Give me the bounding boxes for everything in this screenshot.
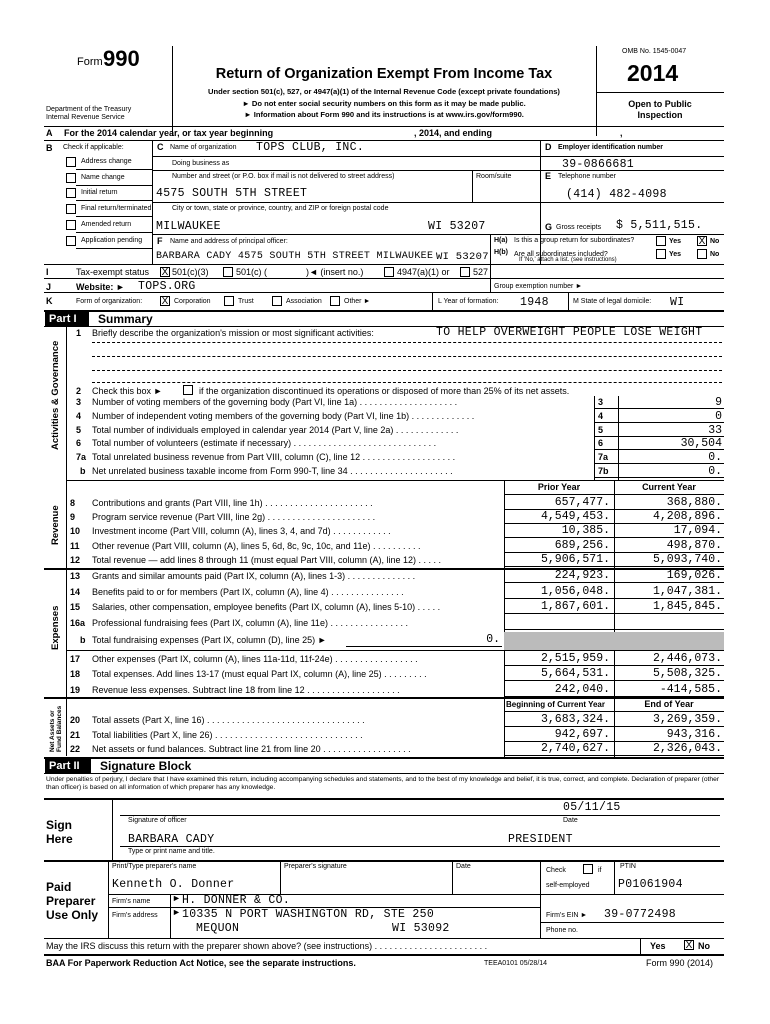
line-value: 0: [715, 409, 722, 423]
current-year-value: 1,845,845.: [652, 600, 722, 614]
prior-year-value: 3,683,324.: [540, 713, 610, 726]
line-number: 14: [70, 586, 81, 597]
side-net-assets: Net Assets or Fund Balances: [49, 705, 63, 752]
org-form-option: Other ►: [344, 298, 371, 305]
line-description: Contributions and grants (Part VIII, line 1h) . . . . . . . . . . . . . . . . . . . . . .: [92, 498, 373, 508]
applicable-checkbox[interactable]: [66, 236, 76, 246]
preparer-print-label: Print/Type preparer's name: [112, 863, 197, 870]
row-a-mid: , 2014, and ending: [414, 128, 493, 138]
org-form-option: Trust: [238, 298, 254, 305]
line2-number: 2: [76, 386, 82, 396]
line-number: 20: [70, 715, 81, 725]
paid-label: Paid: [46, 880, 72, 894]
line-description: Total number of volunteers (estimate if necessary) . . . . . . . . . . . . . . . . . . . . . . . . . . . . .: [92, 438, 437, 449]
applicable-label: Final return/terminated: [81, 205, 152, 213]
prior-year-value: 242,040.: [554, 682, 610, 696]
prior-year-value: 1,056,048.: [540, 584, 610, 598]
street-label: Number and street (or P.O. box if mail is not delivered to street address): [172, 173, 395, 180]
side-expenses: Expenses: [50, 605, 61, 650]
status-insert-no: )◄ (insert no.): [306, 267, 364, 277]
line2-checkbox[interactable]: [183, 385, 193, 395]
org-ein: 39-0866681: [562, 158, 635, 171]
line-description: Total expenses. Add lines 13-17 (must equal Part IX, column (A), line 25) . . . . . . . . .: [92, 669, 427, 680]
line-number: 7a: [76, 452, 87, 463]
line-number: 15: [70, 602, 81, 613]
line1-number: 1: [76, 328, 82, 338]
line-box-number: 7a: [598, 452, 609, 463]
officer-name: BARBARA CADY: [128, 833, 215, 846]
col-prior-year: Prior Year: [537, 482, 581, 492]
firm-city: MEQUON: [196, 922, 240, 935]
current-year-value: 943,316.: [666, 727, 722, 741]
year-formation-label: L Year of formation:: [438, 298, 499, 305]
firm-address: 10335 N PORT WASHINGTON RD, STE 250: [182, 908, 435, 921]
row-a-letter: A: [46, 128, 53, 138]
line-description: Salaries, other compensation, employee benefits (Part IX, column (A), lines 5-10) . . . . .: [92, 602, 441, 613]
org-form-checkbox[interactable]: [330, 296, 340, 306]
firm-name: H. DONNER & CO.: [182, 894, 291, 907]
self-employed-label: self-employed: [546, 882, 590, 889]
dba-label: Doing business as: [172, 160, 230, 167]
line-box-number: 5: [598, 424, 604, 435]
row-c-letter: C: [157, 142, 164, 152]
perjury-statement: Under penalties of perjury, I declare that I have examined this return, including accompanying schedules and statements, and to the best of my knowledge and belief, it is true, correct, and complete. Declaration of preparer (other than officer) is based on all information of which preparer has any knowledge.: [46, 776, 720, 791]
org-city: MILWAUKEE: [156, 220, 221, 233]
row-a-end: ,: [620, 128, 623, 138]
org-form-checkbox[interactable]: [272, 296, 282, 306]
line-number: 13: [70, 571, 81, 581]
state-domicile: WI: [670, 296, 685, 309]
prior-year-value: 942,697.: [554, 727, 610, 741]
officer-address: BARBARA CADY 4575 SOUTH 5TH STREET MILWAUKEE: [156, 251, 434, 262]
org-state-zip: WI 53207: [428, 220, 486, 233]
current-year-value: 3,269,359.: [652, 713, 722, 726]
officer-label: Name and address of principal officer:: [170, 238, 288, 245]
status-527: 527: [473, 267, 489, 277]
current-year-value: -414,585.: [659, 682, 722, 696]
gross-receipts-label: Gross receipts: [556, 224, 602, 231]
applicable-label: Name change: [81, 173, 125, 181]
line-number: 18: [70, 669, 81, 680]
line-number: 8: [70, 498, 76, 508]
prior-year-value: 5,906,571.: [540, 552, 610, 566]
line-description: Grants and similar amounts paid (Part IX, column (A), lines 1-3) . . . . . . . . . . . . . .: [92, 571, 416, 581]
row-b-letter: B: [46, 143, 53, 153]
line-number: 11: [70, 540, 80, 551]
part1-tag: Part I: [45, 312, 89, 326]
line-description: Net unrelated business taxable income from Form 990-T, line 34 . . . . . . . . . . . . . . . . . . . . .: [92, 466, 453, 476]
firm-address-label: Firm's address: [112, 912, 158, 919]
line-description: Number of independent voting members of the governing body (Part VI, line 1b) . . . . . . . . . . . . .: [92, 410, 475, 421]
group-exemption-label: Group exemption number ►: [494, 283, 583, 290]
line1-text: Briefly describe the organization's mission or most significant activities:: [92, 328, 374, 338]
prior-year-value: 689,256.: [554, 538, 610, 552]
prior-year-value: 10,385.: [561, 524, 610, 538]
side-activities: Activities & Governance: [50, 340, 61, 450]
applicable-label: Application pending: [81, 236, 143, 244]
line-number: b: [80, 466, 86, 476]
row-b-label: Check if applicable:: [63, 144, 124, 151]
prior-year-value: 1,867,601.: [540, 600, 610, 614]
status-501c-box[interactable]: [223, 267, 233, 277]
hb-label: H(b): [494, 249, 508, 256]
line-number: 6: [76, 438, 82, 449]
hb-text: Are all subordinates included?: [514, 251, 608, 258]
preparer-ptin: P01061904: [618, 878, 683, 891]
state-domicile-label: M State of legal domicile:: [573, 298, 652, 305]
row-j-letter: J: [46, 282, 52, 292]
preparer-label: Preparer: [46, 894, 96, 908]
applicable-checkbox[interactable]: [66, 188, 76, 198]
tax-year: 2014: [627, 60, 679, 86]
current-year-value: 2,446,073.: [652, 652, 722, 665]
line-number: 21: [70, 729, 81, 740]
firm-ein-label: Firm's EIN ►: [546, 912, 588, 919]
line-number: 12: [70, 554, 81, 565]
sign-date: 05/11/15: [563, 801, 621, 814]
org-form-option: Corporation: [174, 298, 211, 305]
current-year-value: 498,870.: [666, 538, 722, 552]
ha-no-label: No: [710, 238, 720, 245]
line-description: Total number of individuals employed in calendar year 2014 (Part V, line 2a) . . . . . . . . . . . . .: [92, 424, 459, 435]
line-number: 19: [70, 684, 81, 695]
line16b-text: Total fundraising expenses (Part IX, column (D), line 25) ►: [92, 635, 327, 645]
form-footer: Form 990 (2014): [646, 958, 714, 968]
officer-title: PRESIDENT: [508, 833, 573, 846]
room-suite-label: Room/suite: [476, 173, 512, 180]
line-number: 10: [70, 526, 81, 537]
discuss-yes: Yes: [650, 941, 666, 951]
line-number: 16a: [70, 617, 86, 628]
open-public: Open to Public: [628, 99, 692, 109]
status-4947-box[interactable]: [384, 267, 394, 277]
hb-yes-label: Yes: [669, 251, 682, 258]
status-4947: 4947(a)(1) or: [397, 267, 450, 277]
applicable-checkbox[interactable]: [66, 220, 76, 230]
line16b-number: b: [80, 635, 86, 645]
line-number: 5: [76, 424, 82, 435]
org-form-option: Association: [286, 298, 322, 305]
line-description: Number of voting members of the governing body (Part VI, line 1a) . . . . . . . . . . . . . . . . . . . .: [92, 397, 458, 407]
prior-year-value: 657,477.: [554, 496, 610, 509]
prior-year-value: 5,664,531.: [540, 667, 610, 681]
prior-year-value: 4,549,453.: [540, 510, 610, 524]
line-box-number: 7b: [598, 466, 609, 476]
applicable-label: Initial return: [81, 189, 118, 197]
officer-zip: WI 53207: [436, 251, 489, 263]
dept-irs: Internal Revenue Service: [46, 114, 125, 121]
dept-treasury: Department of the Treasury: [46, 106, 132, 113]
line-description: Total liabilities (Part X, line 26) . . . . . . . . . . . . . . . . . . . . . . . . . . . . . .: [92, 729, 363, 740]
ha-text: Is this a group return for subordinates?: [514, 237, 635, 244]
current-year-value: 4,208,896.: [652, 510, 722, 524]
website-label: Website: ►: [76, 282, 125, 292]
line-number: 4: [76, 410, 82, 421]
status-527-box[interactable]: [460, 267, 470, 277]
applicable-checkbox[interactable]: [66, 204, 76, 214]
part2-title: Signature Block: [100, 759, 192, 773]
mission: TO HELP OVERWEIGHT PEOPLE LOSE WEIGHT: [436, 326, 703, 339]
firm-state-zip: WI 53092: [392, 922, 450, 935]
row-e-letter: E: [545, 171, 552, 181]
phone-no-label: Phone no.: [546, 927, 578, 934]
org-phone: (414) 482-4098: [566, 188, 667, 201]
prior-year-value: 2,740,627.: [540, 742, 610, 756]
line-value: 9: [715, 396, 722, 409]
form-subtitle: Under section 501(c), 527, or 4947(a)(1) of the Internal Revenue Code (except private foundations): [208, 87, 560, 96]
if-label: if: [598, 867, 602, 874]
signature-officer-label: Signature of officer: [128, 817, 187, 824]
notice-ssn: ► Do not enter social security numbers on this form as it may be made public.: [242, 99, 526, 108]
row-i-letter: I: [46, 267, 49, 277]
open-inspection: Inspection: [637, 110, 683, 120]
applicable-label: Address change: [81, 158, 132, 165]
preparer-date-label: Date: [456, 863, 471, 870]
col-current-year: Current Year: [642, 482, 696, 492]
form-title: Return of Organization Exempt From Income Tax: [215, 66, 553, 82]
applicable-checkbox[interactable]: [66, 157, 76, 167]
org-name-label: Name of organization: [170, 144, 237, 151]
status-501c3-box[interactable]: X: [161, 267, 169, 278]
line-value: 30,504: [680, 437, 722, 451]
row-d-letter: D: [545, 142, 552, 152]
current-year-value: 2,326,043.: [652, 742, 722, 756]
part1-title: Summary: [98, 312, 153, 326]
name-title-label: Type or print name and title.: [128, 848, 215, 855]
discuss-no: No: [698, 941, 710, 951]
use-only-label: Use Only: [46, 908, 99, 922]
line-description: Investment income (Part VIII, column (A), lines 3, 4, and 7d) . . . . . . . . . . . .: [92, 526, 391, 537]
row-g-letter: G: [545, 222, 553, 232]
discuss-question: May the IRS discuss this return with the preparer shown above? (see instructions) . . . . . . . . . . . . . . . . . . . . . . .: [46, 941, 488, 951]
line-number: 3: [76, 397, 82, 407]
prior-year-value: 224,923.: [554, 569, 610, 582]
discuss-no-box[interactable]: X: [685, 940, 693, 951]
ha-yes-box[interactable]: [656, 236, 666, 246]
baa-notice: BAA For Paperwork Reduction Act Notice, see the separate instructions.: [46, 958, 356, 968]
hb-no-box[interactable]: [697, 249, 707, 259]
line-description: Revenue less expenses. Subtract line 18 from line 12 . . . . . . . . . . . . . . . . . . .: [92, 684, 400, 695]
row-f-letter: F: [157, 236, 163, 246]
ein-label: Employer identification number: [558, 144, 664, 151]
firm-ein: 39-0772498: [604, 908, 677, 921]
ha-no-box[interactable]: X: [698, 236, 706, 247]
hb-no-label: No: [710, 251, 720, 258]
org-street: 4575 SOUTH 5TH STREET: [156, 187, 308, 200]
line-value: 0.: [708, 465, 722, 478]
line2-check-label: Check this box ►: [92, 386, 163, 396]
year-formation: 1948: [520, 296, 549, 309]
line-number: 17: [70, 654, 81, 664]
form-label: Form: [77, 56, 103, 68]
omb-number: OMB No. 1545-0047: [622, 48, 687, 55]
current-year-value: 5,093,740.: [652, 552, 722, 566]
line-box-number: 6: [598, 438, 604, 449]
col-beginning-year: Beginning of Current Year: [506, 700, 605, 709]
tax-exempt-label: Tax-exempt status: [76, 267, 150, 277]
line-description: Program service revenue (Part VIII, line 2g) . . . . . . . . . . . . . . . . . . . . . .: [92, 512, 376, 523]
line-description: Total assets (Part X, line 16) . . . . . . . . . . . . . . . . . . . . . . . . . . . . . . . .: [92, 715, 365, 725]
phone-label: Telephone number: [558, 173, 616, 180]
line-description: Total revenue — add lines 8 through 11 (must equal Part VIII, column (A), line 12) . . . . .: [92, 554, 442, 565]
self-employed-box[interactable]: [583, 864, 593, 874]
line-value: 0.: [708, 451, 722, 465]
form-code: TEEA0101 05/28/14: [484, 960, 548, 967]
line-number: 22: [70, 744, 81, 755]
preparer-name: Kenneth O. Donner: [112, 878, 235, 891]
hb-note: If 'No,' attach a list. (see instructions): [519, 257, 617, 263]
current-year-value: 5,508,325.: [652, 667, 722, 681]
line-box-number: 4: [598, 410, 604, 421]
check-label: Check: [546, 867, 566, 874]
applicable-checkbox[interactable]: [66, 173, 76, 183]
sign-label: Sign: [46, 818, 72, 832]
applicable-label: Amended return: [81, 220, 132, 228]
line-description: Professional fundraising fees (Part IX, column (A), line 11e) . . . . . . . . . . . . . . . .: [92, 617, 408, 628]
line-number: 9: [70, 512, 76, 523]
hb-yes-box[interactable]: [656, 249, 666, 259]
firm-name-label: Firm's name: [112, 898, 151, 905]
gross-receipts: $ 5,511,515.: [616, 219, 703, 232]
line-description: Net assets or fund balances. Subtract line 21 from line 20 . . . . . . . . . . . . . . . . . .: [92, 744, 411, 755]
line16b-value: 0.: [486, 633, 500, 646]
part2-tag: Part II: [45, 759, 91, 773]
status-501c: 501(c) (: [236, 267, 268, 277]
form-org-label: Form of organization:: [76, 298, 143, 305]
ha-label: H(a): [494, 237, 508, 244]
row-a-text: For the 2014 calendar year, or tax year beginning: [64, 128, 274, 138]
current-year-value: 368,880.: [666, 496, 722, 509]
line-description: Benefits paid to or for members (Part IX, column (A), line 4) . . . . . . . . . . . . . . .: [92, 586, 404, 597]
form-number: 990: [103, 46, 140, 71]
side-revenue: Revenue: [50, 505, 61, 545]
sign-date-label: Date: [563, 817, 578, 824]
col-end-year: End of Year: [644, 699, 694, 709]
line2-text: if the organization discontinued its operations or disposed of more than 25% of its net assets.: [199, 386, 570, 396]
preparer-sig-label: Preparer's signature: [284, 863, 347, 870]
prior-year-value: 2,515,959.: [540, 652, 610, 665]
city-label: City or town, state or province, country, and ZIP or foreign postal code: [172, 205, 389, 212]
current-year-value: 1,047,381.: [652, 584, 722, 598]
line-box-number: 3: [598, 397, 604, 407]
current-year-value: 169,026.: [666, 569, 722, 582]
here-label: Here: [46, 832, 73, 846]
current-year-value: 17,094.: [673, 524, 722, 538]
org-name: TOPS CLUB, INC.: [256, 141, 365, 154]
row-k-letter: K: [46, 296, 53, 306]
status-501c3: 501(c)(3): [172, 267, 209, 277]
line-description: Other expenses (Part IX, column (A), lines 11a-11d, 11f-24e) . . . . . . . . . . . . . . . . .: [92, 654, 418, 664]
ptin-label: PTIN: [620, 863, 636, 870]
line-value: 33: [708, 423, 722, 437]
line-description: Total unrelated business revenue from Part VIII, column (C), line 12 . . . . . . . . . . . . . . . . . . .: [92, 452, 456, 463]
line-description: Other revenue (Part VIII, column (A), lines 5, 6d, 8c, 9c, 10c, and 11e) . . . . . . . . . .: [92, 540, 421, 551]
org-form-checkbox[interactable]: X: [161, 296, 169, 307]
notice-info: ► Information about Form 990 and its instructions is at www.irs.gov/form990.: [244, 110, 524, 119]
website: TOPS.ORG: [138, 280, 196, 293]
ha-yes-label: Yes: [669, 238, 682, 245]
org-form-checkbox[interactable]: [224, 296, 234, 306]
